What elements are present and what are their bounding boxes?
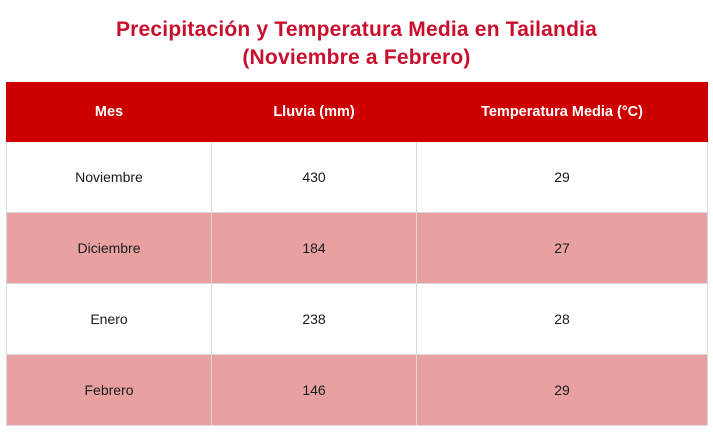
table-header-row [7, 83, 708, 142]
title-line-1: Precipitación y Temperatura Media en Tailandia [115, 18, 598, 41]
table-row [7, 213, 708, 284]
cell-temperatura: 27 [417, 213, 708, 284]
column-header-lluvia: Lluvia (mm) [212, 83, 417, 142]
column-header-temperatura: Temperatura Media (°C) [417, 83, 708, 142]
cell-mes: Enero [7, 284, 212, 355]
table-container [0, 82, 713, 426]
figure-title [0, 0, 713, 82]
cell-mes: Noviembre [7, 142, 212, 213]
table-row [7, 284, 708, 355]
cell-temperatura: 29 [417, 142, 708, 213]
table-header [7, 83, 708, 142]
cell-lluvia: 238 [212, 284, 417, 355]
cell-mes: Febrero [7, 355, 212, 426]
table-row [7, 142, 708, 213]
table-body [7, 142, 708, 426]
cell-temperatura: 29 [417, 355, 708, 426]
cell-temperatura: 28 [417, 284, 708, 355]
cell-lluvia: 430 [212, 142, 417, 213]
column-header-mes: Mes [7, 83, 212, 142]
title-line-2: (Noviembre a Febrero) [242, 46, 471, 69]
precipitation-temperature-table [6, 82, 708, 426]
table-row [7, 355, 708, 426]
cell-mes: Diciembre [7, 213, 212, 284]
cell-lluvia: 184 [212, 213, 417, 284]
cell-lluvia: 146 [212, 355, 417, 426]
